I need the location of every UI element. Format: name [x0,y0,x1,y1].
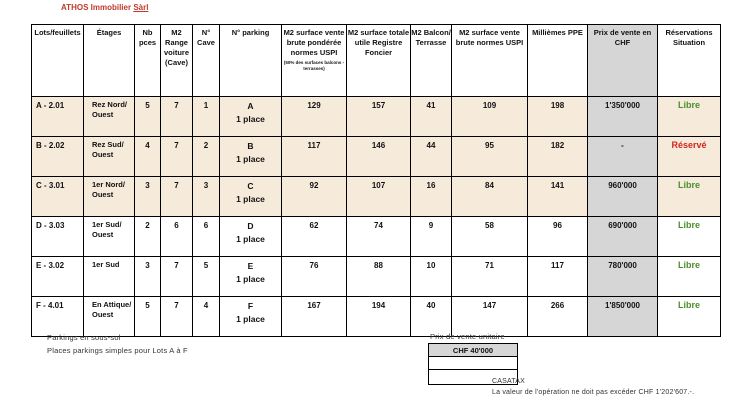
parking-id: D [247,221,254,231]
status-badge: Libre [677,100,700,110]
cell-lot: D - 3.03 [32,217,84,257]
header-parking: N° parking [220,25,282,97]
cell-weighted-area: 62 [282,217,347,257]
lots-table [31,24,721,337]
table-header-row [32,25,721,97]
cell-cave: 2 [193,137,220,177]
table-row [32,137,721,177]
cell-price: 1'350'000 [588,97,658,137]
cell-weighted-area: 76 [282,257,347,297]
cell-ppe: 198 [528,97,588,137]
cell-rooms: 2 [135,217,161,257]
cell-garage: 7 [161,137,193,177]
parking-places: 1 place [236,274,265,284]
header-ppe: Millièmes PPE [528,25,588,97]
cell-floor: Rez Sud/ Ouest [84,137,135,177]
cell-parking [220,257,282,297]
header-weighted-label: M2 surface vente brute pondérée normes USPI [283,28,345,57]
cell-price: 780'000 [588,257,658,297]
cell-status [658,137,721,177]
cell-gross-area: 147 [452,297,528,337]
parking-id: F [247,301,254,311]
cell-balcony: 16 [411,177,452,217]
cell-rooms: 5 [135,97,161,137]
cell-weighted-area: 167 [282,297,347,337]
company-suffix: Sàrl [133,3,149,12]
parking-id: C [247,181,254,191]
table-row [32,97,721,137]
page-title [61,3,148,12]
table-row [32,217,721,257]
cell-status [658,177,721,217]
cell-garage: 7 [161,297,193,337]
status-badge: Libre [677,180,700,190]
cell-total-area: 88 [347,257,411,297]
cell-weighted-area: 92 [282,177,347,217]
cell-cave: 3 [193,177,220,217]
cell-balcony: 40 [411,297,452,337]
header-total-area: M2 surface totale utile Registre Foncier [347,25,411,97]
parking-simple-note: Places parkings simples pour Lots A à F [47,346,188,355]
cell-parking [220,177,282,217]
cell-total-area: 194 [347,297,411,337]
cell-status [658,257,721,297]
unit-price-label: Prix de vente unitaire [430,332,505,341]
parking-places: 1 place [236,114,265,124]
table-row [32,257,721,297]
header-garage: M2 Range voiture (Cave) [161,25,193,97]
cell-cave: 5 [193,257,220,297]
parking-basement-note: Parkings en sous-sol [47,333,121,342]
cell-gross-area: 71 [452,257,528,297]
header-cave: N° Cave [193,25,220,97]
cell-rooms: 4 [135,137,161,177]
cell-price: 690'000 [588,217,658,257]
parking-places: 1 place [236,314,265,324]
cell-balcony: 10 [411,257,452,297]
cell-ppe: 141 [528,177,588,217]
cell-ppe: 96 [528,217,588,257]
cell-price: 960'000 [588,177,658,217]
cell-floor: 1er Nord/ Ouest [84,177,135,217]
header-weighted-area [282,25,347,97]
header-gross-area: M2 surface vente brute normes USPI [452,25,528,97]
operation-limit-note: La valeur de l'opération ne doit pas excéder CHF 1'202'607.-. [492,389,695,396]
status-badge: Réservé [671,140,707,150]
cell-gross-area: 95 [452,137,528,177]
cell-parking [220,97,282,137]
header-weighted-note: (50% des surfaces balcons - terrasses) [283,60,345,71]
cell-lot: E - 3.02 [32,257,84,297]
header-balcony: M2 Balcon/ Terrasse [411,25,452,97]
status-badge: Libre [677,260,700,270]
cell-ppe: 117 [528,257,588,297]
cell-parking [220,217,282,257]
cell-rooms: 5 [135,297,161,337]
cell-total-area: 74 [347,217,411,257]
cell-lot: B - 2.02 [32,137,84,177]
cell-parking [220,137,282,177]
status-badge: Libre [677,300,700,310]
cell-total-area: 146 [347,137,411,177]
cell-status [658,217,721,257]
status-badge: Libre [677,220,700,230]
cell-lot: A - 2.01 [32,97,84,137]
cell-gross-area: 84 [452,177,528,217]
header-lot: Lots/feuillets [32,25,84,97]
cell-rooms: 3 [135,257,161,297]
cell-gross-area: 58 [452,217,528,257]
table-row [32,177,721,217]
parking-id: B [247,141,254,151]
company-name: ATHOS Immobilier [61,3,134,12]
parking-id: E [247,261,254,271]
cell-weighted-area: 117 [282,137,347,177]
cell-cave: 6 [193,217,220,257]
unit-price-value: CHF 40'000 [429,344,517,357]
cell-lot: F - 4.01 [32,297,84,337]
parking-id: A [247,101,254,111]
table-row [32,297,721,337]
cell-parking [220,297,282,337]
cell-lot: C - 3.01 [32,177,84,217]
cell-weighted-area: 129 [282,97,347,137]
cell-total-area: 157 [347,97,411,137]
header-status: Réservations Situation [658,25,721,97]
cell-floor: 1er Sud [84,257,135,297]
cell-price: - [588,137,658,177]
cell-floor: En Attique/ Ouest [84,297,135,337]
cell-ppe: 182 [528,137,588,177]
cell-rooms: 3 [135,177,161,217]
cell-garage: 7 [161,97,193,137]
header-floor: Étages [84,25,135,97]
header-price: Prix de vente en CHF [588,25,658,97]
cell-floor: Rez Nord/ Ouest [84,97,135,137]
cell-total-area: 107 [347,177,411,217]
cell-status [658,297,721,337]
cell-balcony: 9 [411,217,452,257]
cell-gross-area: 109 [452,97,528,137]
cell-garage: 7 [161,177,193,217]
cell-cave: 4 [193,297,220,337]
unit-price-empty-row [429,357,517,370]
cell-balcony: 44 [411,137,452,177]
cell-balcony: 41 [411,97,452,137]
cell-ppe: 266 [528,297,588,337]
cell-status [658,97,721,137]
cell-garage: 6 [161,217,193,257]
cell-floor: 1er Sud/ Ouest [84,217,135,257]
parking-places: 1 place [236,154,265,164]
parking-places: 1 place [236,194,265,204]
parking-places: 1 place [236,234,265,244]
cell-cave: 1 [193,97,220,137]
casatax-label: CASATAX [492,378,526,385]
header-rooms: Nb pces [135,25,161,97]
cell-garage: 7 [161,257,193,297]
cell-price: 1'850'000 [588,297,658,337]
